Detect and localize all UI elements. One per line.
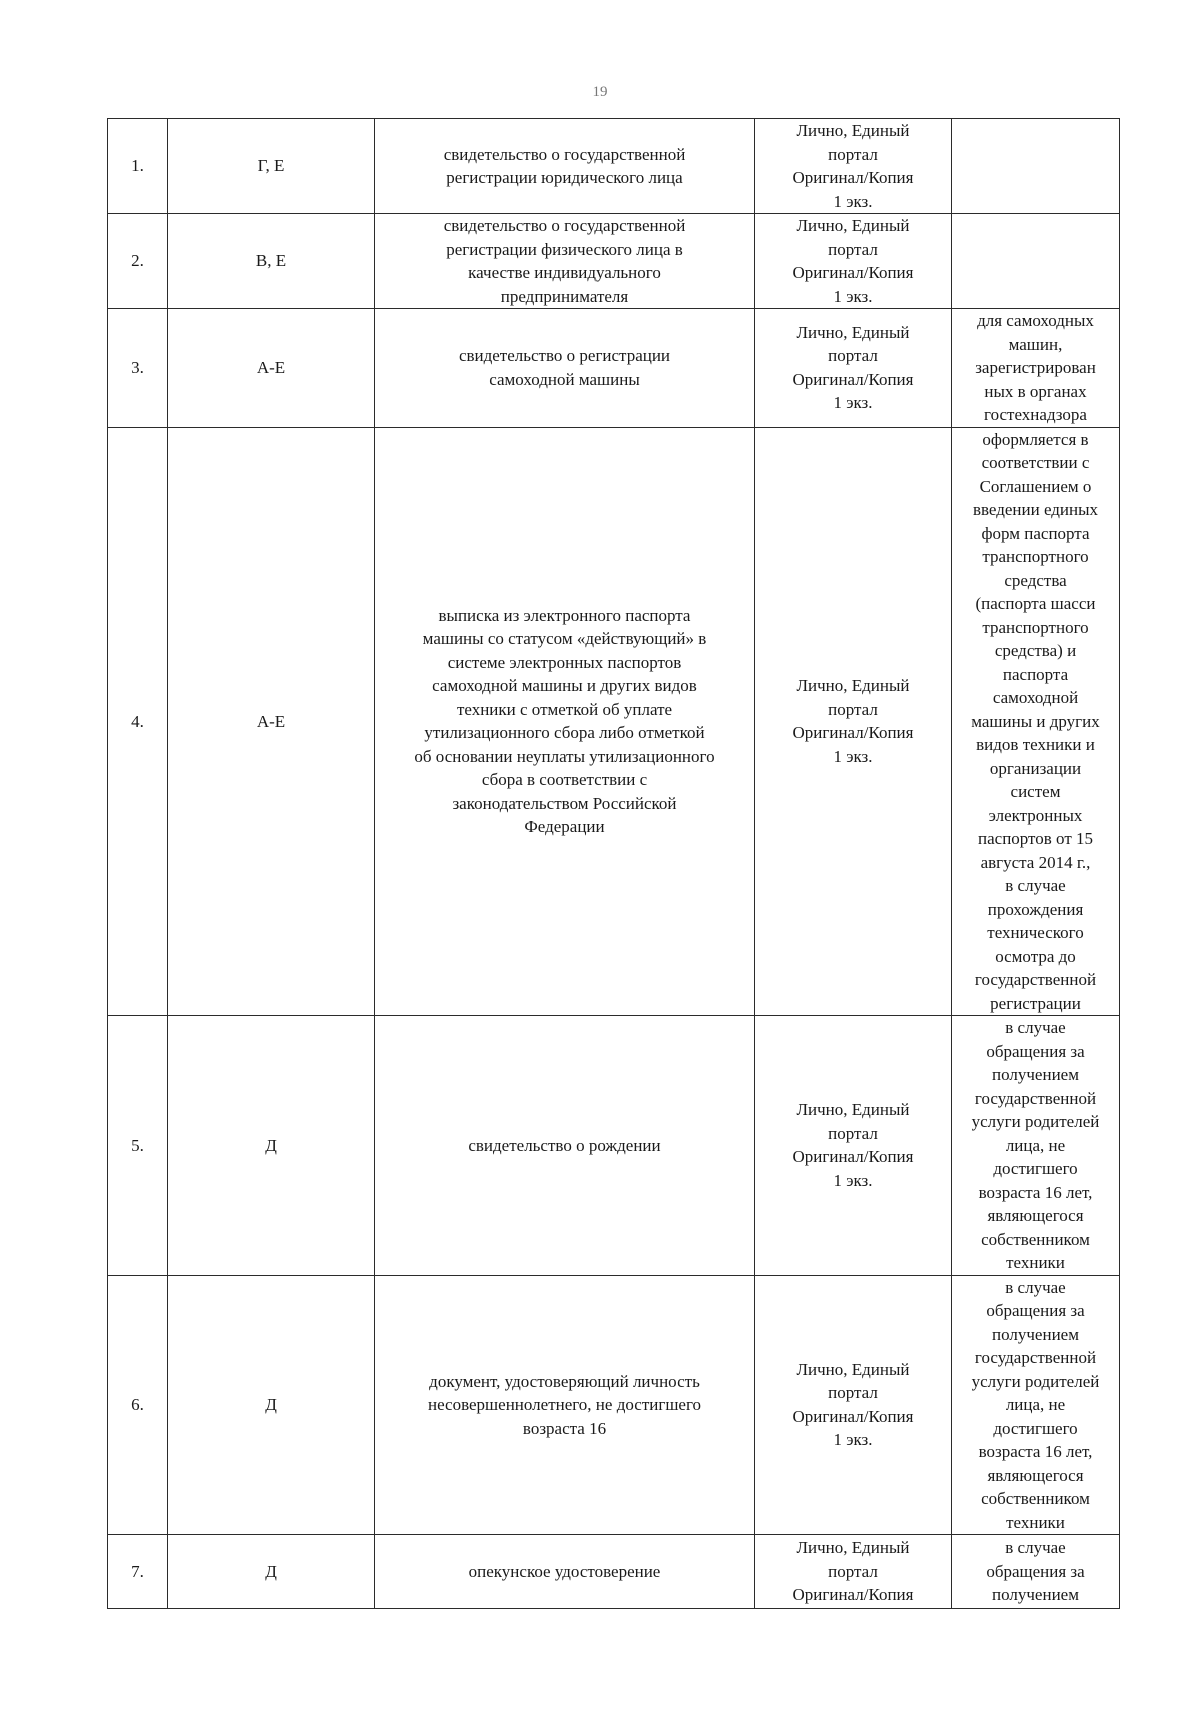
- vehicle-category: Д: [168, 1016, 375, 1276]
- table-row: [108, 309, 1120, 428]
- table-row: [108, 1535, 1120, 1609]
- document-name: свидетельство о регистрации самоходной машины: [375, 309, 755, 428]
- vehicle-category: В, Е: [168, 214, 375, 309]
- submission-method: Лично, Единый портал Оригинал/Копия 1 экз.: [755, 119, 952, 214]
- submission-method: Лично, Единый портал Оригинал/Копия: [755, 1535, 952, 1609]
- note: оформляется в соответствии с Соглашением о введении единых форм паспорта транспортного средства (паспорта шасси транспортного средства) и паспорта самоходной машины и других видов техники и организации систем электронных паспортов от 15 августа 2014 г., в случае прохождения технического осмотра до государственной регистрации: [952, 427, 1120, 1016]
- vehicle-category: А-Е: [168, 427, 375, 1016]
- document-name: выписка из электронного паспорта машины со статусом «действующий» в системе электронных паспортов самоходной машины и других видов техники с отметкой об уплате утилизационного сбора либо отметкой об основании неуплаты утилизационного сбора в соответствии с законодательством Российской Федерации: [375, 427, 755, 1016]
- vehicle-category: Г, Е: [168, 119, 375, 214]
- vehicle-category: Д: [168, 1275, 375, 1535]
- document-name: документ, удостоверяющий личность несовершеннолетнего, не достигшего возраста 16: [375, 1275, 755, 1535]
- row-number: 5.: [108, 1016, 168, 1276]
- row-number: 7.: [108, 1535, 168, 1609]
- document-name: свидетельство о государственной регистрации юридического лица: [375, 119, 755, 214]
- note: в случае обращения за получением государственной услуги родителей лица, не достигшего возраста 16 лет, являющегося собственником техники: [952, 1275, 1120, 1535]
- document-name: свидетельство о рождении: [375, 1016, 755, 1276]
- row-number: 2.: [108, 214, 168, 309]
- table-row: [108, 1016, 1120, 1276]
- note: для самоходных машин, зарегистрирован ных в органах гостехнадзора: [952, 309, 1120, 428]
- vehicle-category: Д: [168, 1535, 375, 1609]
- submission-method: Лично, Единый портал Оригинал/Копия 1 экз.: [755, 1016, 952, 1276]
- table-row: [108, 214, 1120, 309]
- row-number: 3.: [108, 309, 168, 428]
- note: [952, 214, 1120, 309]
- document-name: свидетельство о государственной регистрации физического лица в качестве индивидуального предпринимателя: [375, 214, 755, 309]
- note: в случае обращения за получением: [952, 1535, 1120, 1609]
- documents-table: [107, 118, 1120, 1609]
- submission-method: Лично, Единый портал Оригинал/Копия 1 экз.: [755, 214, 952, 309]
- submission-method: Лично, Единый портал Оригинал/Копия 1 экз.: [755, 427, 952, 1016]
- table-row: [108, 427, 1120, 1016]
- row-number: 4.: [108, 427, 168, 1016]
- document-name: опекунское удостоверение: [375, 1535, 755, 1609]
- vehicle-category: А-Е: [168, 309, 375, 428]
- row-number: 1.: [108, 119, 168, 214]
- note: [952, 119, 1120, 214]
- table-row: [108, 1275, 1120, 1535]
- row-number: 6.: [108, 1275, 168, 1535]
- submission-method: Лично, Единый портал Оригинал/Копия 1 экз.: [755, 1275, 952, 1535]
- table-row: [108, 119, 1120, 214]
- page-number: 19: [592, 84, 608, 100]
- note: в случае обращения за получением государственной услуги родителей лица, не достигшего возраста 16 лет, являющегося собственником техники: [952, 1016, 1120, 1276]
- submission-method: Лично, Единый портал Оригинал/Копия 1 экз.: [755, 309, 952, 428]
